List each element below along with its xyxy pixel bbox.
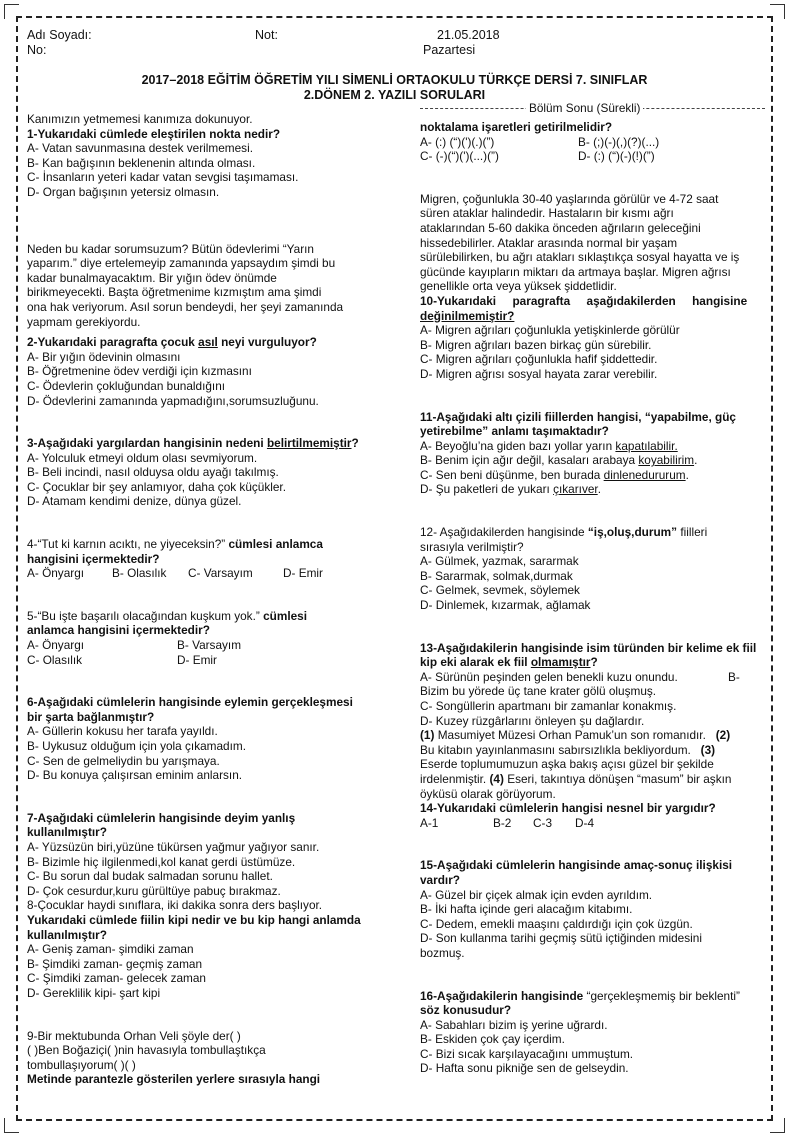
paragraph-line: irdelenmiştir. (4) Eseri, takıntıya dönüşen “masum” bir aşkın (420, 771, 732, 786)
question-15: 15-Aşağıdaki cümlelerin hangisinde amaç-sonuç ilişkisi (420, 858, 733, 873)
option: Bizim bu yörede üç tane krater gölü oluşmuş. (420, 684, 657, 699)
option: B- İki hafta içinde geri alacağım kitabımı. (420, 902, 633, 917)
option: C- Ödevlerin çokluğundan bunaldığını (27, 378, 226, 393)
question-5: 5-“Bu işte başarılı olacağından kuşkum yok.” cümlesi (27, 608, 307, 623)
option: bozmuş. (420, 945, 465, 960)
option: A- Yüzsüzün biri,yüzüne tükürsen yağmur yağıyor sanır. (27, 839, 320, 854)
option: D- Bu konuya çalışırsan eminim anlarsın. (27, 768, 243, 783)
option: C- Migren ağrıları çoğunlukla hafif şiddettedir. (420, 352, 658, 367)
option: A- Migren ağrıları çoğunlukla yetişkinlerde görülür (420, 323, 680, 338)
option: C- İnsanların yeteri kadar vatan sevgisi taşımaması. (27, 170, 299, 185)
option: D- Migren ağrısı sosyal hayata zarar verebilir. (420, 366, 658, 381)
question-9: 9-Bir mektubunda Orhan Veli şöyle der( ) (27, 1028, 241, 1043)
options-row: A- Önyargı B- Varsayım (27, 638, 242, 653)
option: A- Geniş zaman- şimdiki zaman (27, 942, 194, 957)
paragraph-line: ona hak veriyorum. Asıl sorun bendeydi, her şeyi zamanında (27, 299, 344, 314)
paragraph-line: genellikle orta veya yüksek şiddetlidir. (420, 279, 617, 294)
section-label: Bölüm Sonu (Sürekli) (526, 101, 643, 115)
paragraph-line: Neden bu kadar sorumsuzum? Bütün ödevlerimi “Yarın (27, 241, 314, 256)
paragraph-line: yapmam gerekiyordu. (27, 314, 141, 329)
question-7: 7-Aşağıdaki cümlelerin hangisinde deyim yanlış (27, 810, 296, 825)
option: D- Hafta sonu pikniğe sen de gelseydin. (420, 1061, 629, 1076)
option: C- Çocuklar bir şey anlamıyor, daha çok küçükler. (27, 479, 286, 494)
option: A- Vatan savunmasına destek verilmemesi. (27, 141, 253, 156)
exam-subtitle: 2.DÖNEM 2. YAZILI SORULARI (303, 88, 486, 102)
grade-label: Not: (255, 28, 278, 42)
question-4: 4-“Tut ki karnın acıktı, ne yiyeceksin?” cümlesi anlamca (27, 537, 323, 552)
question-2: 2-Yukarıdaki paragrafta çocuk asıl neyi vurguluyor? (27, 335, 317, 350)
option: B- Eskiden çok çay içerdim. (420, 1032, 565, 1047)
question-14: 14-Yukarıdaki cümlelerin hangisi nesnel bir yargıdır? (420, 801, 716, 816)
paragraph-line: Eserde toplumumuzun aşka bakış açısı güzel bir şekilde (420, 757, 714, 772)
option: D- Dinlemek, kızarmak, ağlamak (420, 598, 591, 613)
exam-date: 21.05.2018 (437, 28, 500, 42)
question-1: 1-Yukarıdaki cümlede eleştirilen nokta nedir? (27, 126, 281, 141)
crop-mark (770, 4, 785, 19)
options-row: C- (-)(“)(')(...)(”) D- (:) (“)(-)(!)(”) (420, 149, 655, 164)
question-9-line5: noktalama işaretleri getirilmelidir? (420, 120, 613, 134)
paragraph-line: süren ataklar halindedir. Hastaların bir kısmı ağrı (420, 206, 674, 221)
options-row: C- Olasılık D- Emir (27, 652, 217, 667)
option: C- Songüllerin apartmanı bir zamanlar konakmış. (420, 699, 677, 713)
paragraph-line: Bu kitabın yayınlanmasını sabırsızlıkla bekliyordum. (3) (420, 742, 716, 757)
paragraph-line: yaparım.” diye ertelemeyip zamanında yapsaydım şimdi bu (27, 256, 336, 271)
option: B- Öğretmenine ödev verdiği için kızmasını (27, 364, 252, 379)
question-8-line2: kullanılmıştır? (27, 927, 107, 942)
exam-title: 2017–2018 EĞİTİM ÖĞRETİM YILI SİMENLİ ORTAOKULU TÜRKÇE DERSİ 7. SINIFLAR (141, 73, 648, 87)
option: A- Güzel bir çiçek almak için evden ayrıldım. (420, 887, 653, 902)
options-row: A- Önyargı B- Olasılık C- Varsayım D- Emir (27, 566, 323, 581)
option: D- Gereklilik kipi- şart kipi (27, 985, 161, 1000)
question-6-line2: bir şarta bağlanmıştır? (27, 709, 155, 724)
left-column (27, 112, 367, 1087)
paragraph-line: ataklarından 5-60 dakika önceden ağrıların geleceğini (420, 220, 701, 235)
option: C- Şimdiki zaman- gelecek zaman (27, 971, 206, 986)
question-7-line2: kullanılmıştır? (27, 825, 107, 840)
question-9-line2: ( )Ben Boğaziçi( )nin havasıyla tombullaştıkça (27, 1043, 266, 1058)
paragraph-line: öyküsü olarak görüyorum. (420, 786, 556, 801)
question-12-line2: sırasıyla verilmiştir? (420, 539, 524, 554)
crop-mark (770, 1118, 785, 1133)
paragraph-line: birikmeyecekti. Başta öğretmenime kızmıştım ama şimdi (27, 285, 322, 300)
paragraph-line: Migren, çoğunlukla 30-40 yaşlarında görülür ve 4-72 saat (420, 191, 719, 206)
option: D- Çok cesurdur,kuru gürültüye pabuç bırakmaz. (27, 883, 281, 898)
question-8-intro: 8-Çocuklar haydi sınıflara, iki dakika sonra ders başlıyor. (27, 898, 323, 913)
question-4-line2: hangisini içermektedir? (27, 551, 160, 566)
options-row: A-1 B-2 C-3 D-4 (420, 815, 595, 830)
question-5-line2: anlamca hangisini içermektedir? (27, 623, 210, 638)
option: D- Şu paketleri de yukarı çıkarıver. (420, 482, 601, 497)
option: C- Gelmek, sevmek, söylemek (420, 583, 580, 598)
option: B- Şimdiki zaman- geçmiş zaman (27, 956, 203, 971)
options-row: A- (:) (“)(')(.)(”) B- (;)(-)(,)(?)(...) (420, 134, 660, 149)
option: D- Kuzey rüzgârlarını önleyen şu dağlardır. (420, 713, 645, 728)
option: A- Güllerin kokusu her tarafa yayıldı. (27, 724, 218, 739)
question-11-line2: yetirebilme” anlamı taşımaktadır? (420, 424, 609, 439)
option: D- Organ bağışının yetersiz olmasın. (27, 184, 220, 199)
question-16: 16-Aşağıdakilerin hangisinde “gerçekleşmemiş bir beklenti” (420, 988, 740, 1003)
options-row: A- Sürünün peşinden gelen benekli kuzu onundu. B- (420, 669, 740, 684)
option: B- Benim için ağır değil, kasaları arabaya koyabilirim. (420, 453, 698, 468)
option: B- Kan bağışının beklenenin altında olması. (27, 155, 256, 170)
option: A- Beyoğlu’na giden bazı yollar yarın kapatılabilir. (420, 438, 678, 453)
exam-day: Pazartesi (423, 43, 476, 57)
question-9-line4: Metinde parantezle gösterilen yerlere sırasıyla hangi (27, 1072, 321, 1087)
option: C- Bu sorun dal budak salmadan sorunu hallet. (27, 869, 273, 884)
paragraph-line: (1) Masumiyet Müzesi Orhan Pamuk’un son romanıdır. (2) (420, 728, 731, 743)
question-6: 6-Aşağıdaki cümlelerin hangisinde eylemin gerçekleşmesi (27, 695, 353, 710)
crop-mark (4, 1118, 19, 1133)
question-12: 12- Aşağıdakilerden hangisinde “iş,oluş,durum” fiilleri (420, 525, 708, 540)
question-10-line2: değinilmemiştir? (420, 308, 515, 323)
question-3: 3-Aşağıdaki yargılardan hangisinin nedeni belirtilmemiştir? (27, 436, 359, 451)
question-13: 13-Aşağıdakilerin hangisinde isim türünden bir kelime ek fiil (420, 640, 757, 655)
option: B- Sararmak, solmak,durmak (420, 568, 573, 583)
question-8: Yukarıdaki cümlede fiilin kipi nedir ve bu kip hangi anlamda (27, 912, 361, 927)
option: A- Yolculuk etmeyi oldum olası sevmiyorum. (27, 450, 258, 465)
paragraph-line: gücünde kayıpların miktarı da artmaya başlar. Migren ağrısı (420, 264, 731, 279)
option: D- Atamam kendimi denize, dünya güzel. (27, 494, 242, 509)
name-label: Adı Soyadı: (27, 28, 92, 42)
right-column (420, 120, 765, 1076)
paragraph-line: sürülebilirken, bu ağrı atakları sıklaştıkça sosyal hayatta ve iş (420, 250, 740, 265)
option: C- Sen beni düşünme, ben burada dinlenedururum. (420, 467, 689, 482)
paragraph-line: hissedebilirler. Ataklar arasında normal bir yaşam (420, 235, 678, 250)
option: D- Son kullanma tarihi geçmiş sütü içtiğinden midesini (420, 931, 702, 946)
option: B- Bizimle hiç ilgilenmedi,kol kanat gerdi üstümüze. (27, 854, 296, 869)
question-13-line2: kip eki alarak ek fiil olmamıştır? (420, 655, 598, 670)
option: B- Uykusuz olduğum için yola çıkamadım. (27, 739, 246, 753)
question-10: 10-Yukarıdaki paragrafta aşağıdakilerden hangisine (420, 293, 748, 308)
option: A- Bir yığın ödevinin olmasını (27, 349, 181, 364)
question-11: 11-Aşağıdaki altı çizili fiillerden hangisi, “yapabilme, güç (420, 409, 736, 424)
paragraph-line: kadar bunalmayacaktım. Bir yığın ödev önümde (27, 270, 277, 285)
question-9-line3: tombullaşıyorum( )( ) (27, 1057, 136, 1072)
option: A- Sabahları bizim iş yerine uğrardı. (420, 1017, 608, 1032)
intro-sentence: Kanımızın yetmemesi kanımıza dokunuyor. (27, 112, 253, 126)
question-15-line2: vardır? (420, 872, 460, 887)
crop-mark (4, 4, 19, 19)
question-16-line2: söz konusudur? (420, 1003, 512, 1018)
option: B- Beli incindi, nasıl olduysa oldu ayağı takılmış. (27, 465, 279, 480)
option: D- Ödevlerini zamanında yapmadığını,sorumsuzluğunu. (27, 393, 319, 408)
option: A- Gülmek, yazmak, sararmak (420, 554, 579, 569)
option: C- Bizi sıcak karşılayacağını ummuştum. (420, 1046, 634, 1061)
no-label: No: (27, 43, 47, 57)
option: B- Migren ağrıları bazen birkaç gün sürebilir. (420, 337, 652, 352)
option: C- Sen de gelmeliydin bu yarışmaya. (27, 753, 220, 768)
option: C- Dedem, emekli maaşını çaldırdığı için çok üzgün. (420, 916, 693, 931)
